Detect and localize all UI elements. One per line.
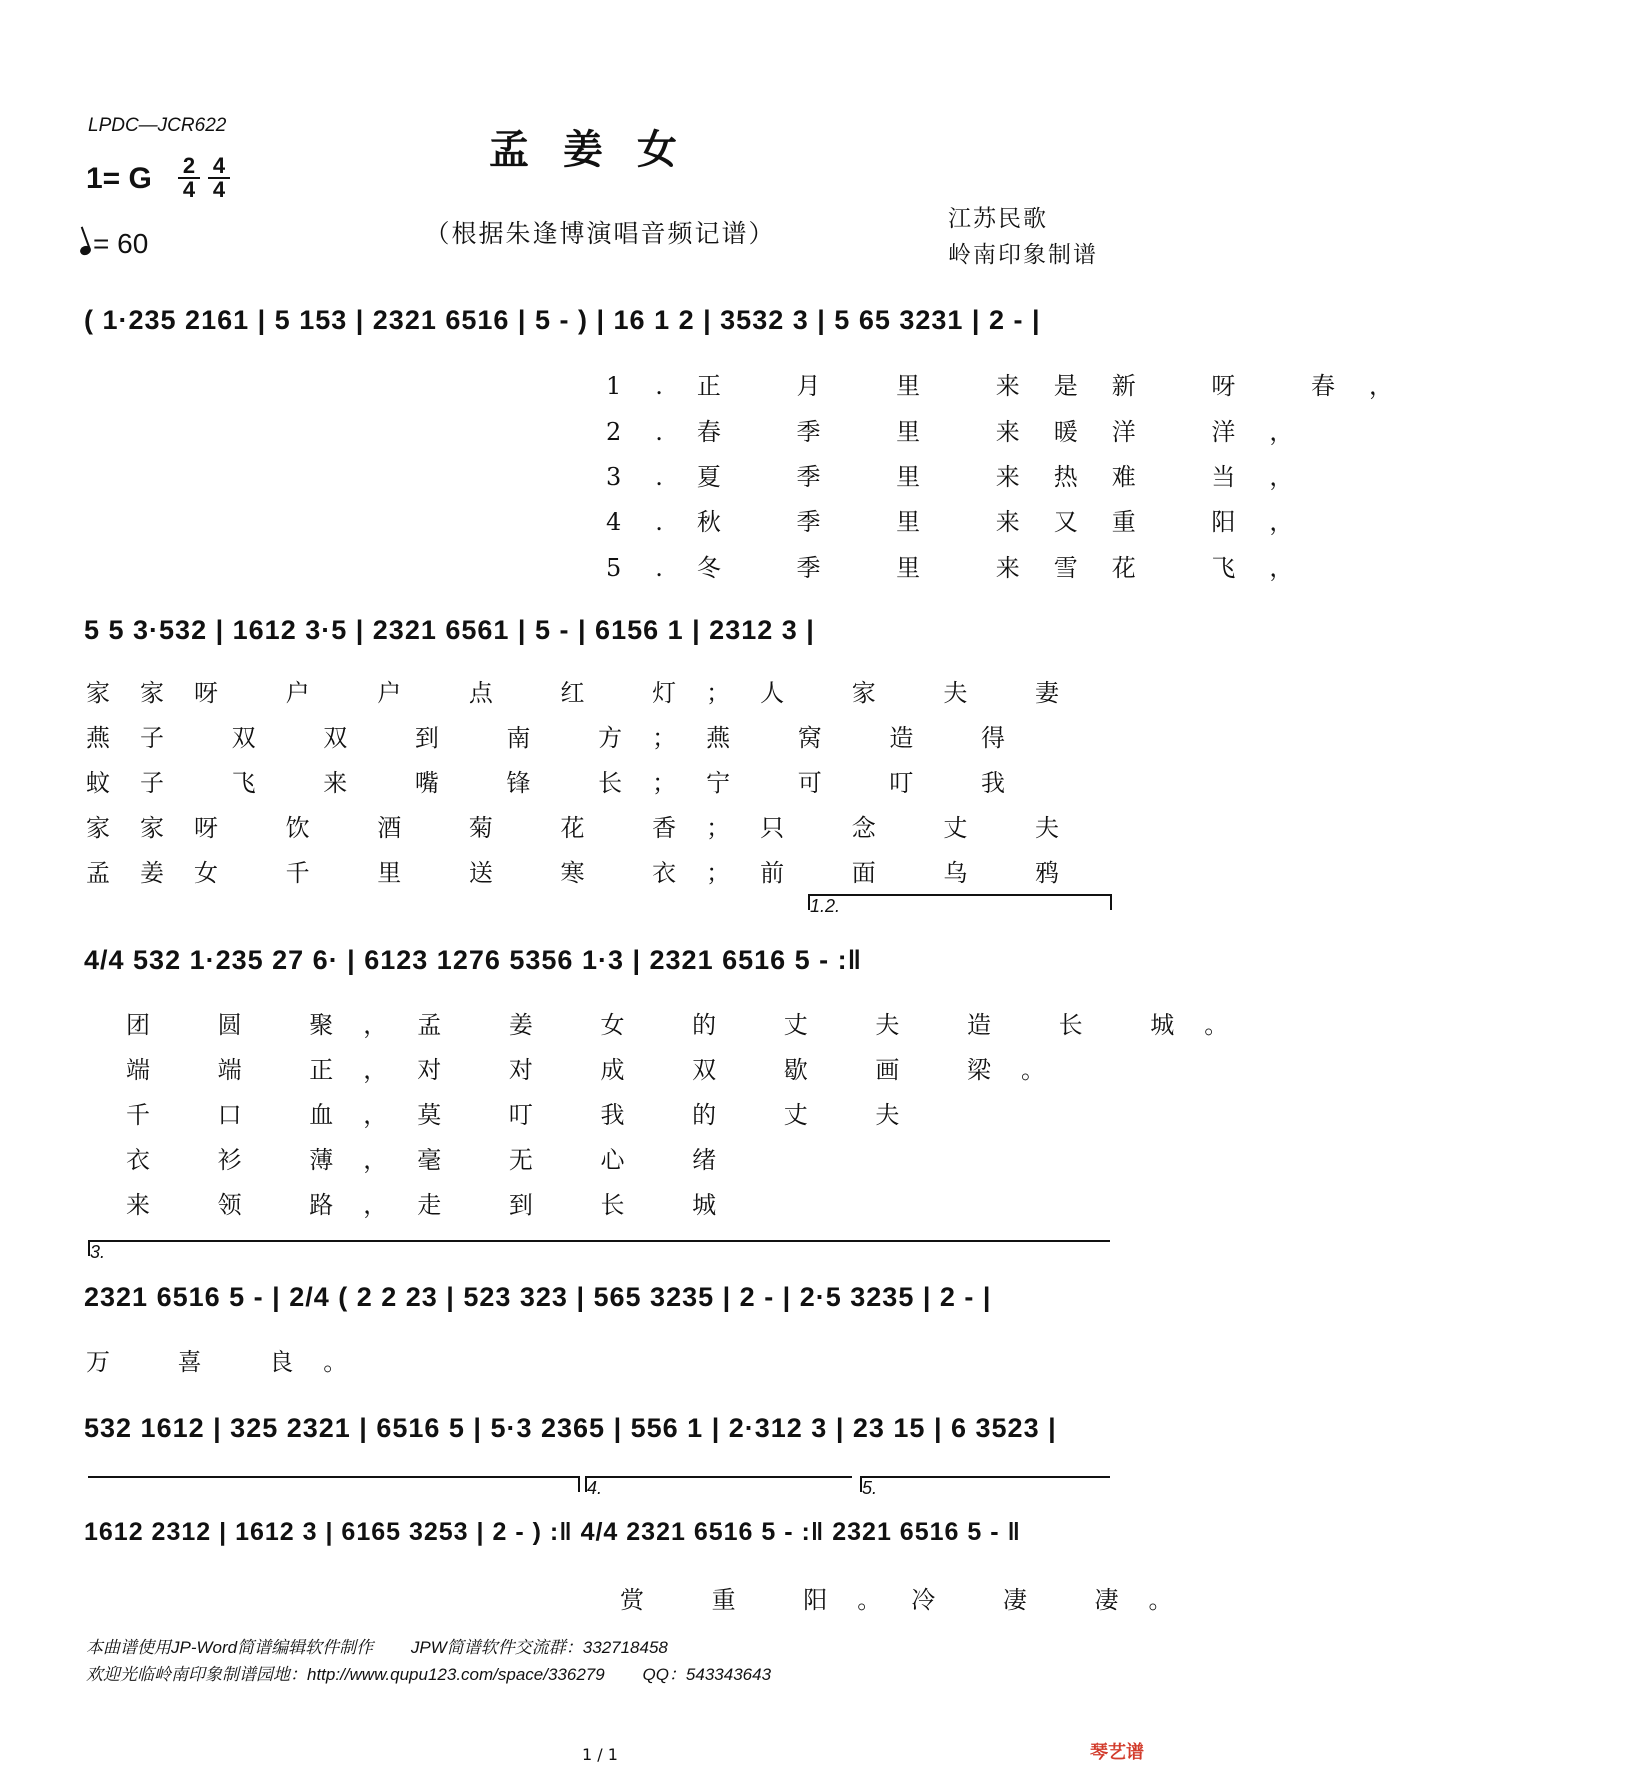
volta-bracket-5: 5. [860,1476,1110,1492]
score-row-3: 4/4 532 1·235 27 6· | 6123 1276 5356 1·3 | 2321 6516 5 - :‖ [84,945,863,975]
volta-bracket-3: 3. [88,1240,1110,1256]
lyric-line: 赏 重 阳。冷 凄 凄。 [620,1586,1203,1614]
lyric-line: 燕子 双 双 到 南 方；燕 窝 造 得 [86,724,1036,752]
lyric-line: 5.冬 季 里 来雪花 飞， [606,554,1328,582]
repeat-bracket [88,1476,580,1492]
lyric-line: 衣 衫 薄，毫 无 心 绪 [126,1146,747,1174]
meter-4-4: $\frac{4}{4}$ [208,156,230,200]
lyric-line: 来 领 路，走 到 长 城 [126,1191,747,1219]
score-row-5: 532 1612 | 325 2321 | 6516 5 | 5·3 2365 | 556 1 | 2·312 3 | 23 15 | 6 3523 | [84,1413,1057,1443]
lyric-line: 端 端 正，对 对 成 双 歇 画 梁。 [126,1056,1076,1084]
lyric-line: 1.正 月 里 来是新 呀 春， [606,372,1428,400]
lyric-line: 家家呀 户 户 点 红 灯；人 家 夫 妻 [86,679,1090,707]
lyric-line: 3.夏 季 里 来热难 当， [606,463,1328,491]
score-code: LPDC—JCR622 [88,115,227,136]
subtitle: （根据朱逢博演唱音频记谱） [424,219,776,248]
volta-bracket-4: 4. [585,1476,852,1492]
tempo-marking: = 60 [80,228,148,260]
footer-line-1: 本曲谱使用JP-Word简谱编辑软件制作 JPW简谱软件交流群：332718458 [86,1638,668,1657]
lyric-line: 2.春 季 里 来暖洋 洋， [606,418,1328,446]
key-signature: 1= G [86,162,152,195]
volta-bracket-1-2: 1.2. [808,894,1112,910]
score-row-1: ( 1·235 2161 | 5 153 | 2321 6516 | 5 - ) | 16 1 2 | 3532 3 | 5 65 3231 | 2 - | [84,305,1041,335]
lyric-line: 蚊子 飞 来 嘴 锋 长；宁 可 叮 我 [86,769,1036,797]
song-title: 孟姜女 [489,126,711,173]
lyric-line: 团 圆 聚，孟 姜 女 的 丈 夫 造 长 城。 [126,1011,1259,1039]
meter-2-4: $\frac{2}{4}$ [178,156,200,200]
lyric-line: 千 口 血，莫 叮 我 的 丈 夫 [126,1101,930,1129]
site-logo: 琴艺谱 [1090,1742,1144,1763]
arranger: 岭南印象制谱 [948,242,1098,268]
footer-line-2: 欢迎光临岭南印象制谱园地：http://www.qupu123.com/space/336279 QQ：543343643 [86,1665,772,1684]
lyric-line: 家家呀 饮 酒 菊 花 香；只 念 丈 夫 [86,814,1090,842]
score-row-6: 1612 2312 | 1612 3 | 6165 3253 | 2 - ) :‖ 4/4 2321 6516 5 - :‖ 2321 6516 5 - ‖ [84,1518,1021,1546]
score-row-2: 5 5 3·532 | 1612 3·5 | 2321 6561 | 5 - | 6156 1 | 2312 3 | [84,615,815,645]
lyric-line: 4.秋 季 里 来又重 阳， [606,508,1328,536]
lyric-line: 孟姜女 千 里 送 寒 衣；前 面 乌 鸦 [86,859,1090,887]
page-number: 1 / 1 [582,1745,618,1764]
score-row-4: 2321 6516 5 - | 2/4 ( 2 2 23 | 523 323 | 565 3235 | 2 - | 2·5 3235 | 2 - | [84,1282,992,1312]
time-signatures [178,153,238,202]
lyric-line: 万 喜 良。 [86,1348,378,1376]
song-origin: 江苏民歌 [948,206,1048,232]
